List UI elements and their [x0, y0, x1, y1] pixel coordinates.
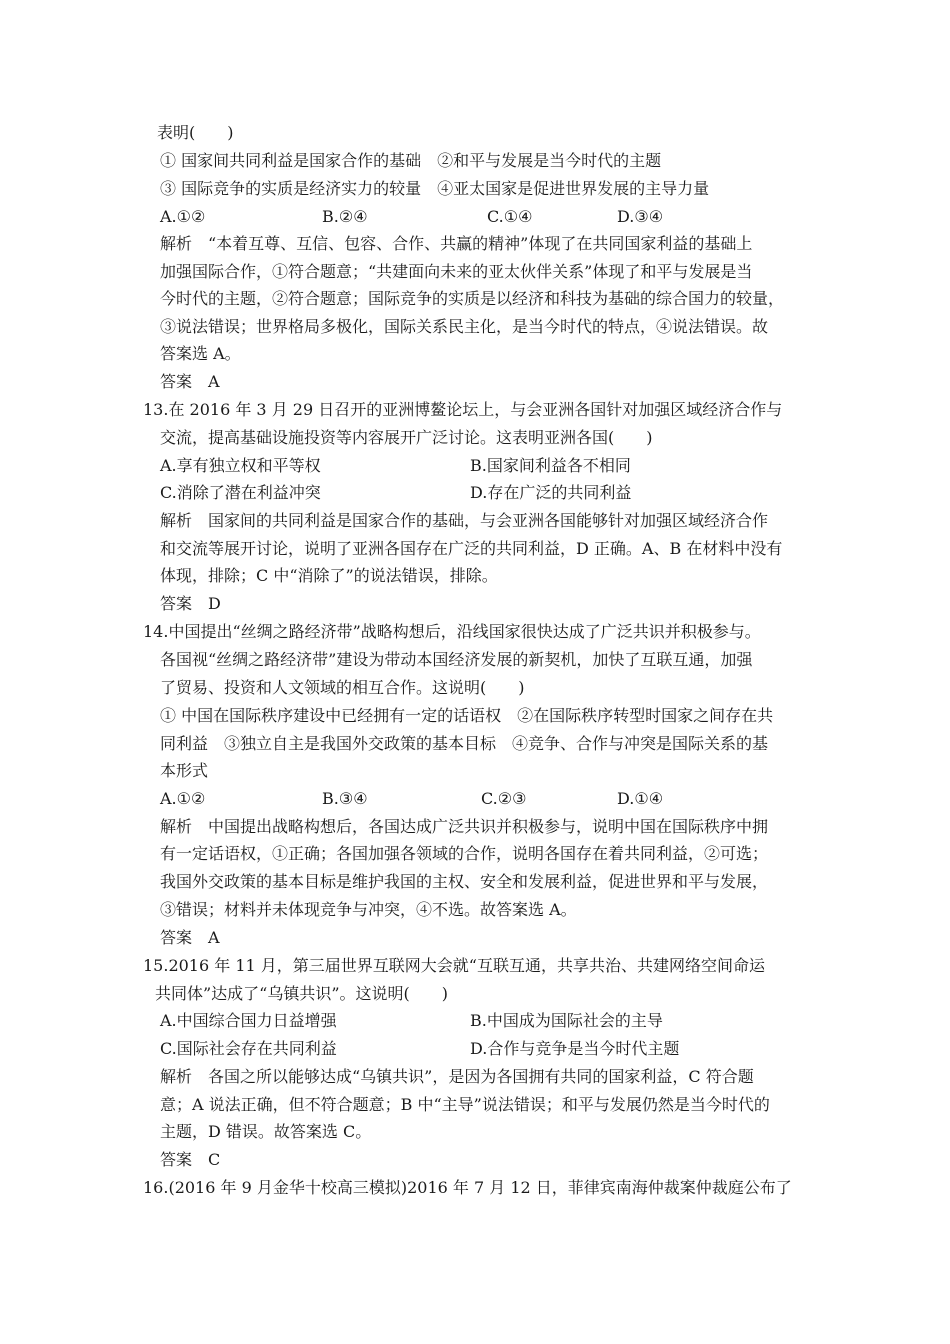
q15-option-b: B.中国成为国际社会的主导 [470, 1011, 663, 1030]
q15-answer: 答案 C [160, 1150, 221, 1169]
q12-statement-line-2: ③ 国际竞争的实质是经济实力的较量 ④亚太国家是促进世界发展的主导力量 [160, 179, 710, 198]
q14-statement-line-1: ① 中国在国际秩序建设中已经拥有一定的话语权 ②在国际秩序转型时国家之间存在共 [160, 706, 774, 725]
q14-option-c: C.②③ [481, 789, 527, 808]
q13-answer: 答案 D [160, 594, 221, 613]
q16-stem-line-1: 16.(2016 年 9 月金华十校高三模拟)2016 年 7 月 12 日，菲律宾南海仲裁案仲裁庭公布了 [143, 1178, 792, 1197]
q14-option-a: A.①② [160, 789, 206, 808]
q15-analysis-line-3: 主题，D 错误。故答案选 C。 [160, 1122, 372, 1141]
q14-option-b: B.③④ [322, 789, 368, 808]
q14-answer: 答案 A [160, 928, 220, 947]
q13-stem-line-1: 13.在 2016 年 3 月 29 日召开的亚洲博鳌论坛上，与会亚洲各国针对加强区域经济合作与 [143, 400, 783, 419]
q14-analysis-line-1: 解析 中国提出战略构想后，各国达成广泛共识并积极参与，说明中国在国际秩序中拥 [160, 817, 769, 836]
q14-analysis-line-4: ③错误；材料并未体现竞争与冲突，④不选。故答案选 A。 [160, 900, 577, 919]
q13-analysis-line-1: 解析 国家间的共同利益是国家合作的基础，与会亚洲各国能够针对加强区域经济合作 [160, 511, 769, 530]
q15-stem-line-1: 15.2016 年 11 月，第三届世界互联网大会就“互联互通，共享共治、共建网络空间命运 [143, 956, 765, 975]
q15-option-c: C.国际社会存在共同利益 [160, 1039, 337, 1058]
q13-analysis-line-3: 体现，排除；C 中“消除了”的说法错误，排除。 [160, 566, 498, 585]
q15-stem-line-2: 共同体”达成了“乌镇共识”。这说明( ) [155, 984, 449, 1003]
q12-option-d: D.③④ [617, 207, 664, 226]
q14-stem-line-3: 了贸易、投资和人文领域的相互合作。这说明( ) [160, 678, 525, 697]
q12-option-b: B.②④ [322, 207, 368, 226]
q12-analysis-line-1: 解析 “本着互尊、互信、包容、合作、共赢的精神”体现了在共同国家利益的基础上 [160, 234, 753, 253]
q15-option-d: D.合作与竞争是当今时代主题 [470, 1039, 680, 1058]
q12-analysis-line-3: 今时代的主题，②符合题意；国际竞争的实质是以经济和科技为基础的综合国力的较量， [160, 289, 785, 308]
q14-statement-line-2: 同利益 ③独立自主是我国外交政策的基本目标 ④竞争、合作与冲突是国际关系的基 [160, 734, 769, 753]
q14-analysis-line-2: 有一定话语权，①正确；各国加强各领域的合作，说明各国存在着共同利益，②可选； [160, 844, 769, 863]
q12-option-c: C.①④ [487, 207, 533, 226]
q15-analysis-line-2: 意；A 说法正确，但不符合题意；B 中“主导”说法错误；和平与发展仍然是当今时代的 [160, 1095, 770, 1114]
q15-analysis-line-1: 解析 各国之所以能够达成“乌镇共识”，是因为各国拥有共同的国家利益，C 符合题 [160, 1067, 754, 1086]
q13-option-a: A.享有独立权和平等权 [160, 456, 321, 475]
q14-stem-line-2: 各国视“丝绸之路经济带”建设为带动本国经济发展的新契机，加快了互联互通，加强 [160, 650, 753, 669]
q14-analysis-line-3: 我国外交政策的基本目标是维护我国的主权、安全和发展利益，促进世界和平与发展， [160, 872, 769, 891]
q12-analysis-line-4: ③说法错误；世界格局多极化，国际关系民主化，是当今时代的特点，④说法错误。故 [160, 317, 769, 336]
q15-option-a: A.中国综合国力日益增强 [160, 1011, 337, 1030]
q12-option-a: A.①② [160, 207, 206, 226]
q13-option-d: D.存在广泛的共同利益 [470, 483, 632, 502]
q12-analysis-line-5: 答案选 A。 [160, 344, 241, 363]
q12-statement-line-1: ① 国家间共同利益是国家合作的基础 ②和平与发展是当今时代的主题 [160, 151, 662, 170]
q14-statement-line-3: 本形式 [160, 761, 209, 780]
q12-answer: 答案 A [160, 372, 220, 391]
q14-stem-line-1: 14.中国提出“丝绸之路经济带”战略构想后，沿线国家很快达成了广泛共识并积极参与。 [143, 622, 761, 641]
q13-option-c: C.消除了潜在利益冲突 [160, 483, 321, 502]
q13-analysis-line-2: 和交流等展开讨论，说明了亚洲各国存在广泛的共同利益，D 正确。A、B 在材料中没有 [160, 539, 783, 558]
q14-option-d: D.①④ [617, 789, 664, 808]
q13-stem-line-2: 交流，提高基础设施投资等内容展开广泛讨论。这表明亚洲各国( ) [160, 428, 653, 447]
q12-stem-continuation: 表明( ) [157, 123, 234, 142]
q12-analysis-line-2: 加强国际合作，①符合题意；“共建面向未来的亚太伙伴关系”体现了和平与发展是当 [160, 262, 753, 281]
q13-option-b: B.国家间利益各不相同 [470, 456, 631, 475]
